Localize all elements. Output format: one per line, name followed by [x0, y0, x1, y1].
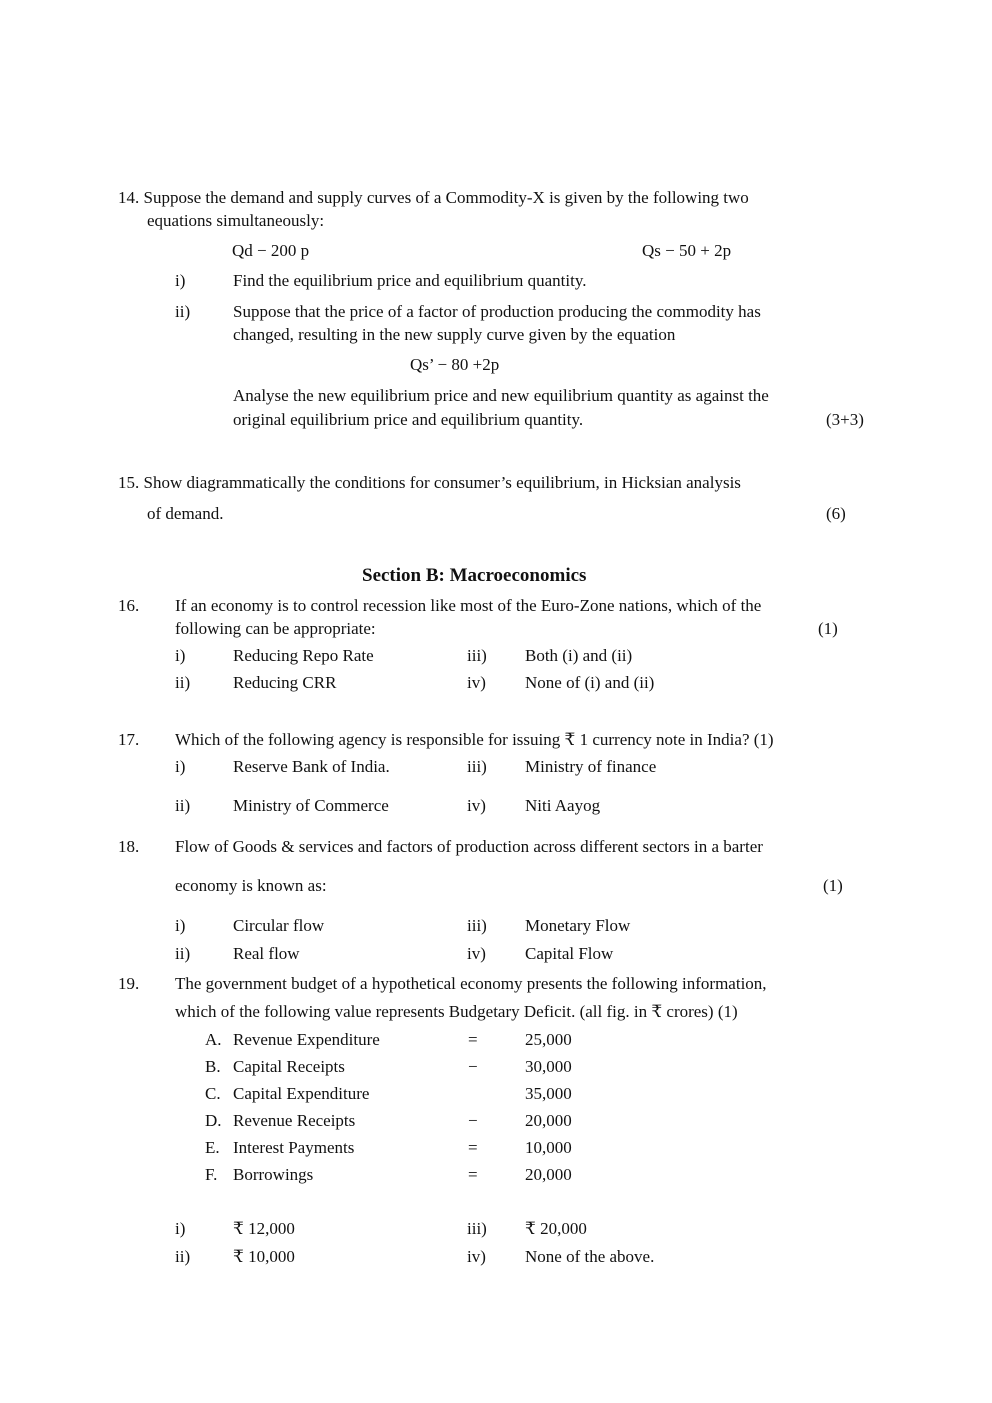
option-number: iii) — [467, 646, 487, 665]
budget-item-k: B. — [205, 1057, 221, 1076]
option-text: Niti Aayog — [525, 796, 601, 815]
q14-ii-line2: changed, resulting in the new supply curve given by the equation — [233, 325, 676, 344]
budget-item-op: = — [468, 1030, 478, 1049]
option-text: ₹ 12,000 — [233, 1219, 295, 1238]
budget-item-op: − — [468, 1057, 478, 1076]
q19-line1: The government budget of a hypothetical economy presents the following information, — [175, 974, 767, 993]
budget-item-label: Interest Payments — [233, 1138, 355, 1157]
q14-line1: 14. Suppose the demand and supply curves of a Commodity-X is given by the following two — [118, 188, 749, 207]
option-number: ii) — [175, 1247, 191, 1266]
budget-item-v: 30,000 — [525, 1057, 572, 1076]
option-text: Both (i) and (ii) — [525, 646, 633, 665]
section-heading: Section B: Macroeconomics — [362, 565, 587, 586]
q14-ii-line4: original equilibrium price and equilibrium quantity. — [233, 410, 584, 429]
budget-item-label: Capital Expenditure — [233, 1084, 370, 1103]
q16-marks: (1) — [818, 619, 838, 638]
q18-line2: economy is known as: — [175, 876, 327, 895]
budget-item-op: = — [468, 1165, 478, 1184]
q16-line2: following can be appropriate: — [175, 619, 376, 638]
option-text: ₹ 20,000 — [525, 1219, 587, 1238]
q18-line1: Flow of Goods & services and factors of production across different sectors in a barter — [175, 837, 763, 856]
q14-demand-equation: Qd − 200 p — [232, 241, 310, 260]
q14-marks: (3+3) — [826, 410, 864, 429]
option-number: iii) — [467, 757, 487, 776]
option-text: Reducing CRR — [233, 673, 337, 692]
option-text: Circular flow — [233, 916, 325, 935]
budget-item-k: C. — [205, 1084, 221, 1103]
option-number: i) — [175, 1219, 186, 1238]
budget-item-label: Revenue Receipts — [233, 1111, 356, 1130]
q19-number: 19. — [118, 974, 140, 993]
q14-ii-line1: Suppose that the price of a factor of production producing the commodity has — [233, 302, 761, 321]
budget-item-k: A. — [205, 1030, 222, 1049]
q16-number: 16. — [118, 596, 140, 615]
option-number: ii) — [175, 944, 191, 963]
budget-item-v: 10,000 — [525, 1138, 572, 1157]
q14-ii-number: ii) — [175, 302, 191, 321]
budget-item-v: 20,000 — [525, 1165, 572, 1184]
option-number: i) — [175, 646, 186, 665]
budget-item-v: 20,000 — [525, 1111, 572, 1130]
budget-item-k: F. — [205, 1165, 218, 1184]
option-number: iii) — [467, 1219, 487, 1238]
option-number: i) — [175, 757, 186, 776]
budget-item-v: 25,000 — [525, 1030, 572, 1049]
q14-line2: equations simultaneously: — [147, 211, 325, 230]
q14-ii-line3: Analyse the new equilibrium price and new equilibrium quantity as against the — [233, 386, 769, 405]
q17-line1: Which of the following agency is responsible for issuing ₹ 1 currency note in India? (1) — [175, 730, 774, 749]
budget-item-k: E. — [205, 1138, 220, 1157]
budget-item-op: − — [468, 1111, 478, 1130]
q19-line2: which of the following value represents Budgetary Deficit. (all fig. in ₹ crores) (1) — [175, 1002, 738, 1021]
q15-line1: 15. Show diagrammatically the conditions for consumer’s equilibrium, in Hicksian analysis — [118, 473, 741, 492]
option-number: i) — [175, 916, 186, 935]
q14-i-number: i) — [175, 271, 186, 290]
option-text: None of the above. — [525, 1247, 655, 1266]
budget-item-op: = — [468, 1138, 478, 1157]
budget-item-label: Revenue Expenditure — [233, 1030, 380, 1049]
option-number: ii) — [175, 673, 191, 692]
option-text: None of (i) and (ii) — [525, 673, 655, 692]
budget-item-label: Borrowings — [233, 1165, 314, 1184]
option-text: Capital Flow — [525, 944, 614, 963]
option-number: iv) — [467, 673, 486, 692]
option-number: iii) — [467, 916, 487, 935]
budget-item-label: Capital Receipts — [233, 1057, 345, 1076]
option-text: Real flow — [233, 944, 300, 963]
q16-line1: If an economy is to control recession like most of the Euro-Zone nations, which of the — [175, 596, 762, 615]
option-text: Ministry of finance — [525, 757, 657, 776]
q14-supply-equation: Qs − 50 + 2p — [642, 241, 732, 260]
q18-marks: (1) — [823, 876, 843, 895]
q18-number: 18. — [118, 837, 140, 856]
option-text: Reserve Bank of India. — [233, 757, 390, 776]
q17-number: 17. — [118, 730, 140, 749]
q14-i-text: Find the equilibrium price and equilibrium quantity. — [233, 271, 587, 290]
option-text: ₹ 10,000 — [233, 1247, 295, 1266]
q15-line2: of demand. — [147, 504, 224, 523]
option-number: iv) — [467, 796, 486, 815]
option-number: ii) — [175, 796, 191, 815]
q14-new-supply-equation: Qs’ − 80 +2p — [410, 355, 500, 374]
option-text: Monetary Flow — [525, 916, 631, 935]
budget-item-v: 35,000 — [525, 1084, 572, 1103]
option-number: iv) — [467, 1247, 486, 1266]
option-text: Reducing Repo Rate — [233, 646, 374, 665]
q15-marks: (6) — [826, 504, 846, 523]
option-number: iv) — [467, 944, 486, 963]
option-text: Ministry of Commerce — [233, 796, 389, 815]
budget-item-k: D. — [205, 1111, 222, 1130]
